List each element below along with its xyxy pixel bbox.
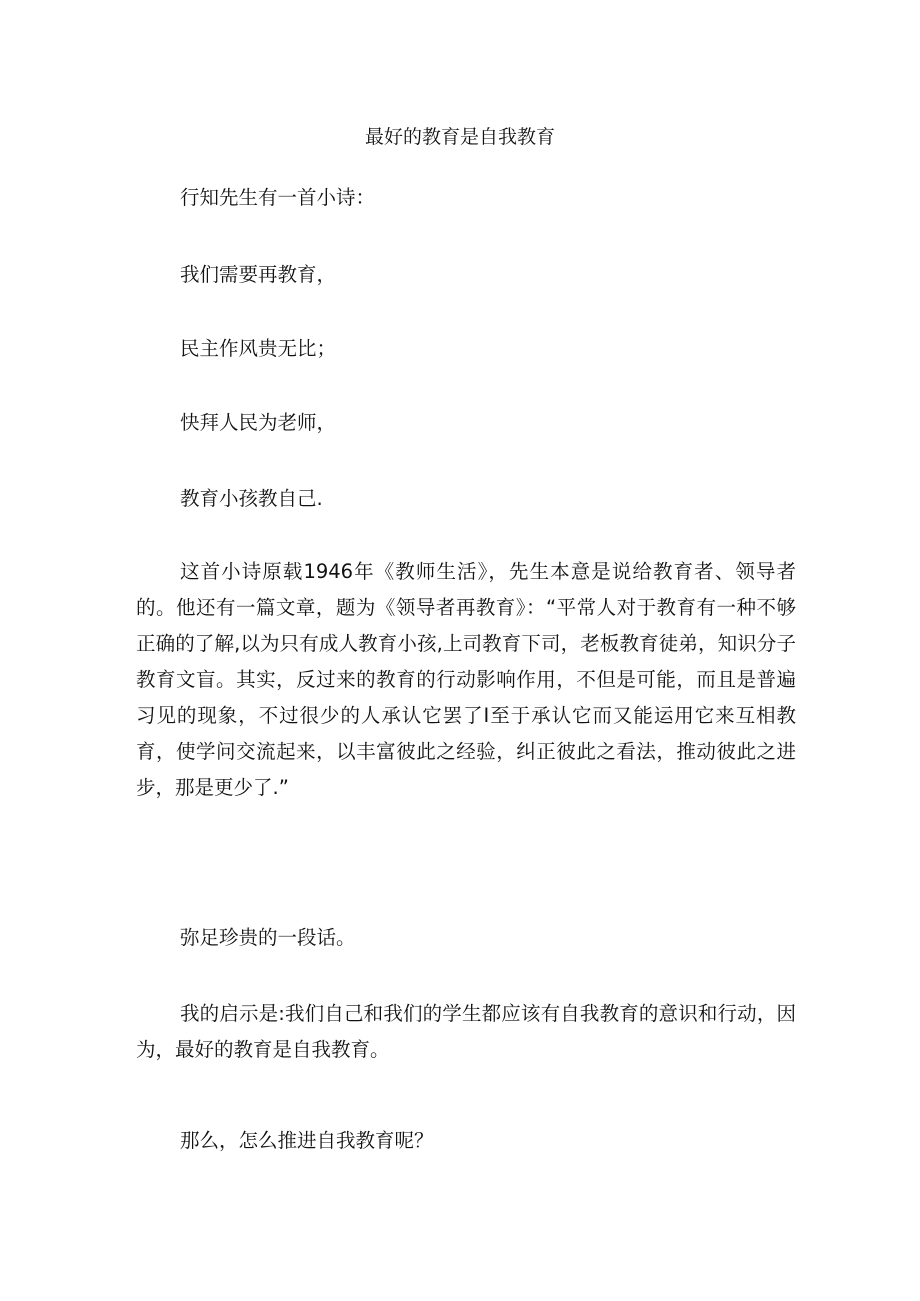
intro-line: 行知先生有一首小诗： — [180, 186, 376, 209]
poem-line-1: 我们需要再教育， — [180, 263, 337, 286]
document-title: 最好的教育是自我教育 — [364, 126, 555, 148]
poem-line-2: 民主作风贵无比； — [180, 337, 337, 360]
body-paragraph-2: 弥足珍贵的一段话。 — [180, 926, 356, 949]
body-paragraph-3: 我的启示是:我们自己和我们的学生都应该有自我教育的意识和行动，因为，最好的教育是自我教育。 — [136, 1002, 796, 1061]
poem-line-3: 快拜人民为老师， — [180, 411, 337, 434]
body-paragraph-4: 那么，怎么推进自我教育呢？ — [180, 1129, 434, 1152]
body-paragraph-1: 这首小诗原载1946年《教师生活》，先生本意是说给教育者、领导者的。他还有一篇文章，题为《领导者再教育》：“平常人对于教育有一种不够正确的了解,以为只有成人教育小孩,上司教育下司，老板教育徒弟，知识分子教育文盲。其实，反过来的教育的行动影响作用，不但是可能，而且是普遍习见的现象，不过很少的人承认它罢了I至于承认它而又能运用它来互相教育，使学问交流起来，以丰富彼此之经验，纠正彼此之看法，推动彼此之进步，那是更少了.” — [136, 560, 796, 799]
poem-line-4: 教育小孩教自己. — [180, 487, 323, 510]
